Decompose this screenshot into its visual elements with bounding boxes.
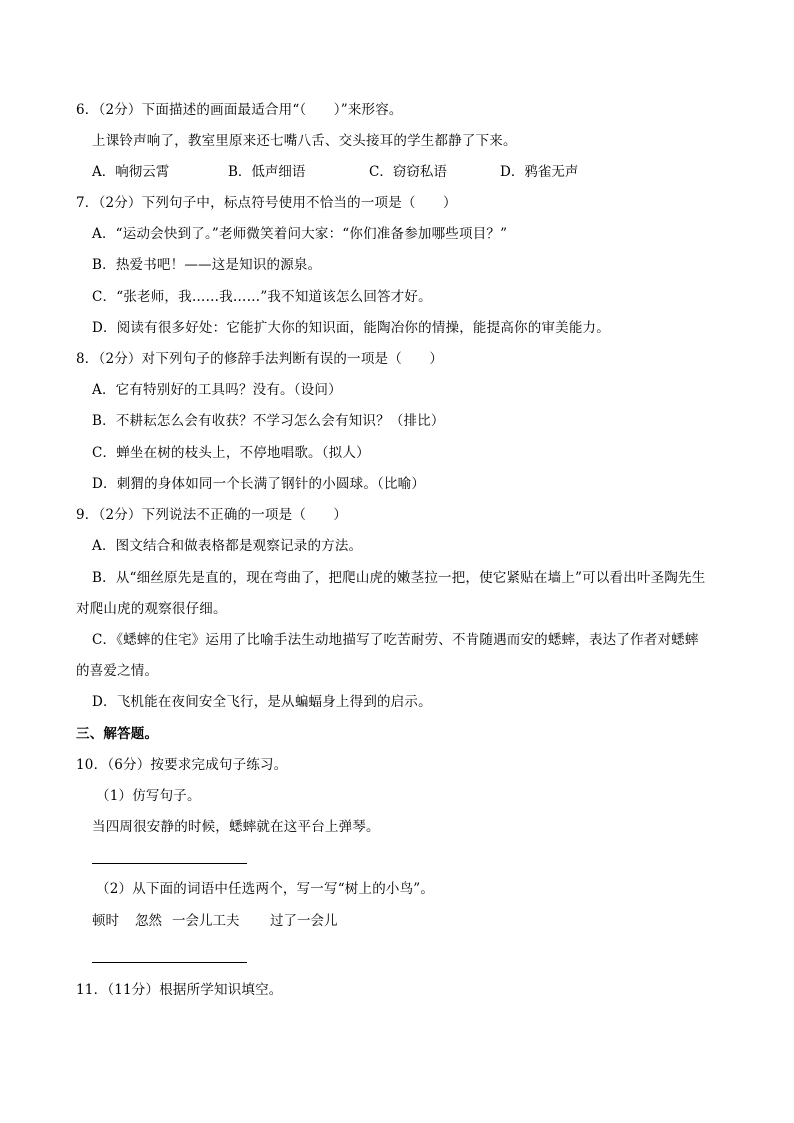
- question-6-option-a: A．响彻云霄: [92, 164, 170, 180]
- question-7-option-d: D．阅读有很多好处：它能扩大你的知识面，能陶冶你的情操，能提高你的审美能力。: [92, 320, 610, 336]
- question-10-part-1-label: （1）仿写句子。: [96, 788, 201, 804]
- question-7-option-c: C．“张老师，我……我……”我不知道该怎么回答才好。: [92, 289, 432, 305]
- question-6-context: 上课铃声响了，教室里原来还七嘴八舌、交头接耳的学生都静了下来。: [92, 133, 517, 149]
- answer-blank-2[interactable]: [92, 962, 247, 963]
- question-9-option-c-line2: 的喜爱之情。: [76, 663, 159, 679]
- question-9-stem: 9．（2分）下列说法不正确的一项是（ ）: [76, 507, 348, 523]
- question-8-option-c: C．蝉坐在树的枝头上，不停地唱歌。（拟人）: [92, 445, 370, 461]
- word-option-1: 顿时: [92, 913, 119, 929]
- question-7-option-b: B．热爱书吧！——这是知识的源泉。: [92, 257, 322, 273]
- question-10-part-1-sentence: 当四周很安静的时候，蟋蟀就在这平台上弹琴。: [92, 819, 380, 835]
- word-option-4: 过了一会儿: [270, 913, 338, 929]
- answer-blank-1[interactable]: [92, 863, 247, 864]
- question-6-stem: 6．（2分）下面描述的画面最适合用“（ ）”来形容。: [76, 102, 403, 118]
- question-9-option-d: D．飞机能在夜间安全飞行，是从蝙蝠身上得到的启示。: [92, 694, 432, 710]
- question-10-part-2-label: （2）从下面的词语中任选两个，写一写“树上的小鸟”。: [96, 881, 435, 897]
- question-7-stem: 7．（2分）下列句子中，标点符号使用不恰当的一项是（ ）: [76, 195, 457, 211]
- question-7-option-a: A．“运动会快到了。”老师微笑着问大家：“你们准备参加哪些项目？”: [92, 226, 508, 242]
- word-option-2: 忽然: [135, 913, 162, 929]
- question-8-option-a: A．它有特别好的工具吗？没有。（设问）: [92, 382, 342, 398]
- question-9-option-b-line1: B．从“细丝原先是直的，现在弯曲了，把爬山虎的嫩茎拉一把，使它紧贴在墙上”可以看出叶圣陶先生: [92, 570, 706, 586]
- question-10-stem: 10．（6分）按要求完成句子练习。: [76, 757, 288, 773]
- question-9-option-c-line1: C．《蟋蟀的住宅》运用了比喻手法生动地描写了吃苦耐劳、不肯随遇而安的蟋蟀，表达了作者对蟋蟀: [92, 632, 699, 648]
- question-6-option-c: C．窃窃私语: [369, 164, 447, 180]
- question-8-option-d: D．刺猬的身体如同一个长满了钢针的小圆球。（比喻）: [92, 476, 426, 492]
- question-6-option-d: D．鸦雀无声: [500, 164, 579, 180]
- question-9-option-a: A．图文结合和做表格都是观察记录的方法。: [92, 538, 363, 554]
- question-9-option-b-line2: 对爬山虎的观察很仔细。: [76, 601, 227, 617]
- question-11-stem: 11．（11分）根据所学知识填空。: [76, 982, 283, 998]
- question-6-option-b: B．低声细语: [228, 164, 306, 180]
- section-3-title: 三、解答题。: [76, 726, 159, 742]
- word-option-3: 一会儿工夫: [172, 913, 240, 929]
- question-8-option-b: B．不耕耘怎么会有收获？不学习怎么会有知识？（排比）: [92, 413, 445, 429]
- question-8-stem: 8．（2分）对下列句子的修辞手法判断有误的一项是（ ）: [76, 351, 444, 367]
